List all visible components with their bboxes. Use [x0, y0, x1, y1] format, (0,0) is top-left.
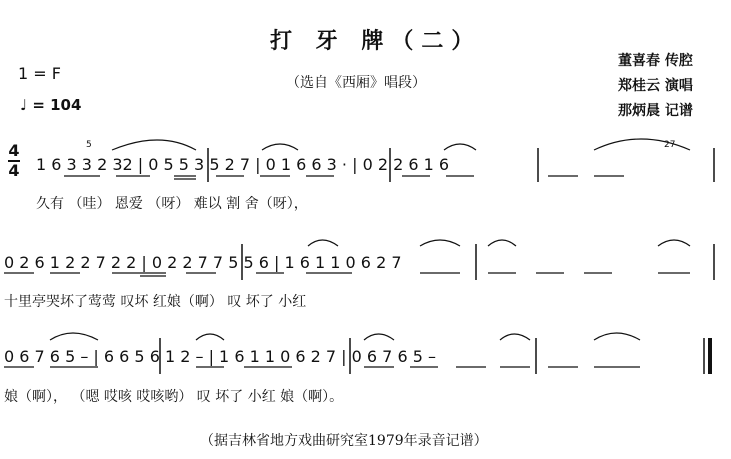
tempo-marking: ♩ = 104 [20, 96, 82, 114]
lyric-row-2: 十里亭哭坏了莺莺 叹坏 红娘（啊） 叹 坏了 小红 [4, 294, 307, 310]
grace-note: 27 [664, 140, 676, 150]
time-signature: 4 4 [8, 141, 20, 180]
notation-row-3: 0 6 7 6 5 – | 6 6 5 6 1 2 – | 1 6 1 1 0 6 2 7 | 0 6 7 6 5 – [4, 347, 436, 366]
beam-lines [4, 176, 690, 367]
subtitle: （选自《西厢》唱段） [286, 75, 426, 91]
notation-row-1: 1 6 3 3 2 32 | 0 5 5 3 5 2 7 | 0 1 6 6 3 · | 0 2 2 6 1 6 [36, 155, 450, 174]
grace-note: 5 [86, 140, 92, 150]
source-note: （据吉林省地方戏曲研究室1979年录音记谱） [200, 433, 488, 449]
lyric-row-3: 娘（啊）， （嗯 哎咳 哎咳哟） 叹 坏了 小红 娘（啊）。 [4, 389, 344, 405]
key-signature: 1 = F [18, 64, 61, 83]
credit-line-1: 董喜春 传腔 [618, 53, 693, 69]
credit-line-2: 郑桂云 演唱 [618, 78, 693, 94]
credit-line-3: 那炳晨 记谱 [618, 103, 693, 119]
quarter-note-icon: ♩ [20, 96, 28, 114]
slur-arcs [50, 139, 690, 340]
notation-row-2: 0 2 6 1 2 2 7 2 2 | 0 2 2 7 7 5 5 6 | 1 6 1 1 0 6 2 7 [4, 253, 402, 272]
page-title: 打 牙 牌（二） [270, 28, 482, 54]
lyric-row-1: 久有 （哇） 恩爱 （呀） 难以 割 舍（呀）， [36, 196, 308, 212]
